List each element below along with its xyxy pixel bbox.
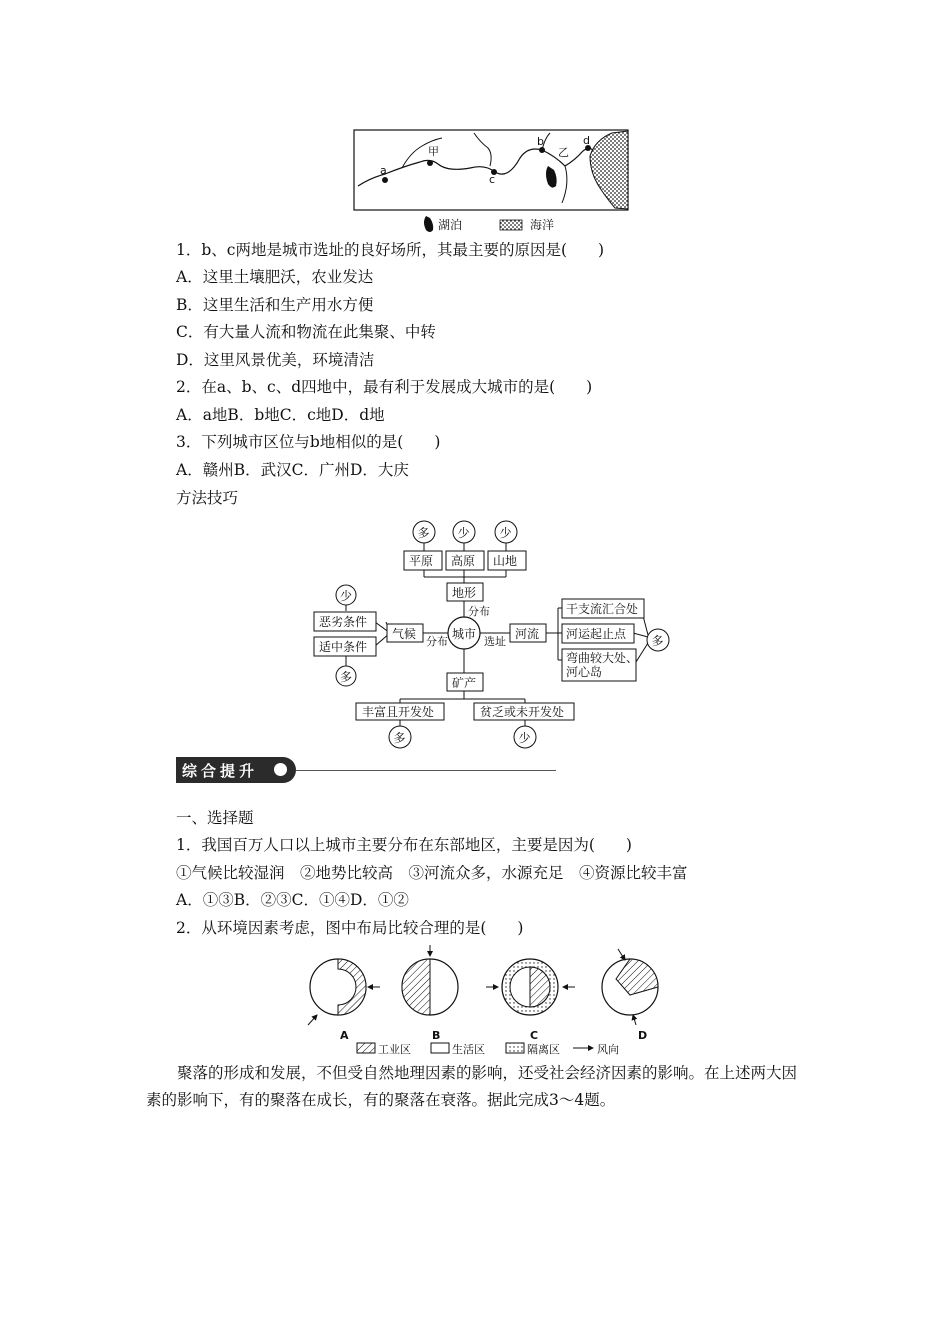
center-city-text: 城市 <box>452 627 477 641</box>
circle-few-harsh-text: 少 <box>340 589 353 603</box>
legend-living: 生活区 <box>452 1043 485 1056</box>
legend-ocean: 海洋 <box>530 218 555 232</box>
choice-heading: 一、选择题 <box>176 809 254 827</box>
q1-option-a: A．这里土壤肥沃，农业发达 <box>176 268 374 286</box>
q1-option-c: C．有大量人流和物流在此集聚、中转 <box>176 323 436 341</box>
box-mineral-text: 矿产 <box>452 676 477 690</box>
label-c: c <box>489 173 496 186</box>
box-moderate-text: 适中条件 <box>319 640 368 654</box>
layout-a-wind-arrow-2 <box>308 1015 317 1025</box>
layout-c-label: C <box>530 1029 539 1042</box>
box-plateau-text: 高原 <box>451 554 476 568</box>
circle-few-mountain-text: 少 <box>499 526 512 540</box>
box-poor-text: 贫乏或未开发处 <box>480 705 565 719</box>
legend-living-swatch <box>431 1043 449 1053</box>
layout-d-wind-arrow-2 <box>633 1015 636 1025</box>
legend-isolation-swatch <box>506 1043 524 1053</box>
legend-wind: 风向 <box>597 1043 619 1056</box>
label-jia: 甲 <box>428 145 439 158</box>
question-3: 3．下列城市区位与b地相似的是( ) <box>176 433 441 451</box>
box-bend-text-2: 河心岛 <box>566 665 603 679</box>
circle-many-plain-text: 多 <box>417 526 430 540</box>
layout-d-wind-arrow-1 <box>618 949 625 960</box>
box-canal-text: 河运起止点 <box>566 627 627 641</box>
box-climate-text: 气候 <box>392 627 417 641</box>
label-b: b <box>537 135 544 148</box>
point-jia <box>427 160 433 166</box>
box-harsh-text: 恶劣条件 <box>319 615 368 629</box>
s2-q1-items: ①气候比较湿润 ②地势比较高 ③河流众多，水源充足 ④资源比较丰富 <box>176 864 688 882</box>
box-terrain-text: 地形 <box>452 586 477 600</box>
circle-few-plateau-text: 少 <box>457 526 470 540</box>
circle-many-river-text: 多 <box>651 634 664 648</box>
banner-divider <box>296 770 556 771</box>
s2-question-2: 2．从环境因素考虑，图中布局比较合理的是( ) <box>176 919 524 937</box>
box-mountain-text: 山地 <box>493 554 518 568</box>
s2-q1-options: A．①③B．②③C．①④D．①② <box>176 891 409 909</box>
label-d: d <box>583 134 590 147</box>
s2-question-1: 1．我国百万人口以上城市主要分布在东部地区，主要是因为( ) <box>176 836 632 854</box>
layout-a-label: A <box>340 1029 349 1042</box>
q1-option-d: D．这里风景优美，环境清洁 <box>176 351 375 369</box>
label-distribution-top: 分布 <box>468 605 490 618</box>
section-banner-title: 综合提升 <box>182 762 259 780</box>
label-site-selection: 选址 <box>484 635 506 648</box>
circle-many-rich-text: 多 <box>393 731 406 745</box>
layout-b-industry <box>402 959 430 1015</box>
layout-d-label: D <box>638 1029 648 1042</box>
legend-isolation: 隔离区 <box>527 1043 560 1056</box>
box-confluence-text: 干支流汇合处 <box>566 602 639 616</box>
legend-industry-swatch <box>357 1043 375 1053</box>
box-river-text: 河流 <box>515 627 540 641</box>
circle-few-poor-text: 少 <box>518 731 531 745</box>
city-location-diagram <box>300 515 690 755</box>
city-layout-figure <box>300 945 660 1060</box>
label-yi: 乙 <box>558 146 569 159</box>
point-a <box>382 177 388 183</box>
banner-dot-icon <box>274 763 287 776</box>
river-map-figure <box>350 128 632 238</box>
question-2: 2．在a、b、c、d四地中，最有利于发展成大城市的是( ) <box>176 378 593 396</box>
circle-many-moderate-text: 多 <box>340 670 353 684</box>
box-plain-text: 平原 <box>409 554 434 568</box>
method-heading: 方法技巧 <box>176 489 239 507</box>
lake-legend-icon <box>424 216 433 232</box>
question-1: 1．b、c两地是城市选址的良好场所，其最主要的原因是( ) <box>176 241 605 259</box>
q2-options: A．a地B．b地C．c地D．d地 <box>176 406 385 424</box>
ocean-legend-icon <box>500 220 522 230</box>
label-distribution-left: 分布 <box>426 635 448 648</box>
layout-b-label: B <box>432 1029 441 1042</box>
q3-options: A．赣州B．武汉C．广州D．大庆 <box>176 461 409 479</box>
q1-option-b: B．这里生活和生产用水方便 <box>176 296 374 314</box>
legend-lake: 湖泊 <box>438 218 463 232</box>
box-bend-text-1: 弯曲较大处、 <box>566 651 639 665</box>
settlement-paragraph: 聚落的形成和发展，不但受自然地理因素的影响，还受社会经济因素的影响。在上述两大因素的影响下，有的聚落在成长，有的聚落在衰落。据此完成3～4题。 <box>146 1064 798 1109</box>
box-rich-text: 丰富且开发处 <box>362 705 435 719</box>
legend-industry: 工业区 <box>378 1043 411 1056</box>
label-a: a <box>380 164 387 177</box>
